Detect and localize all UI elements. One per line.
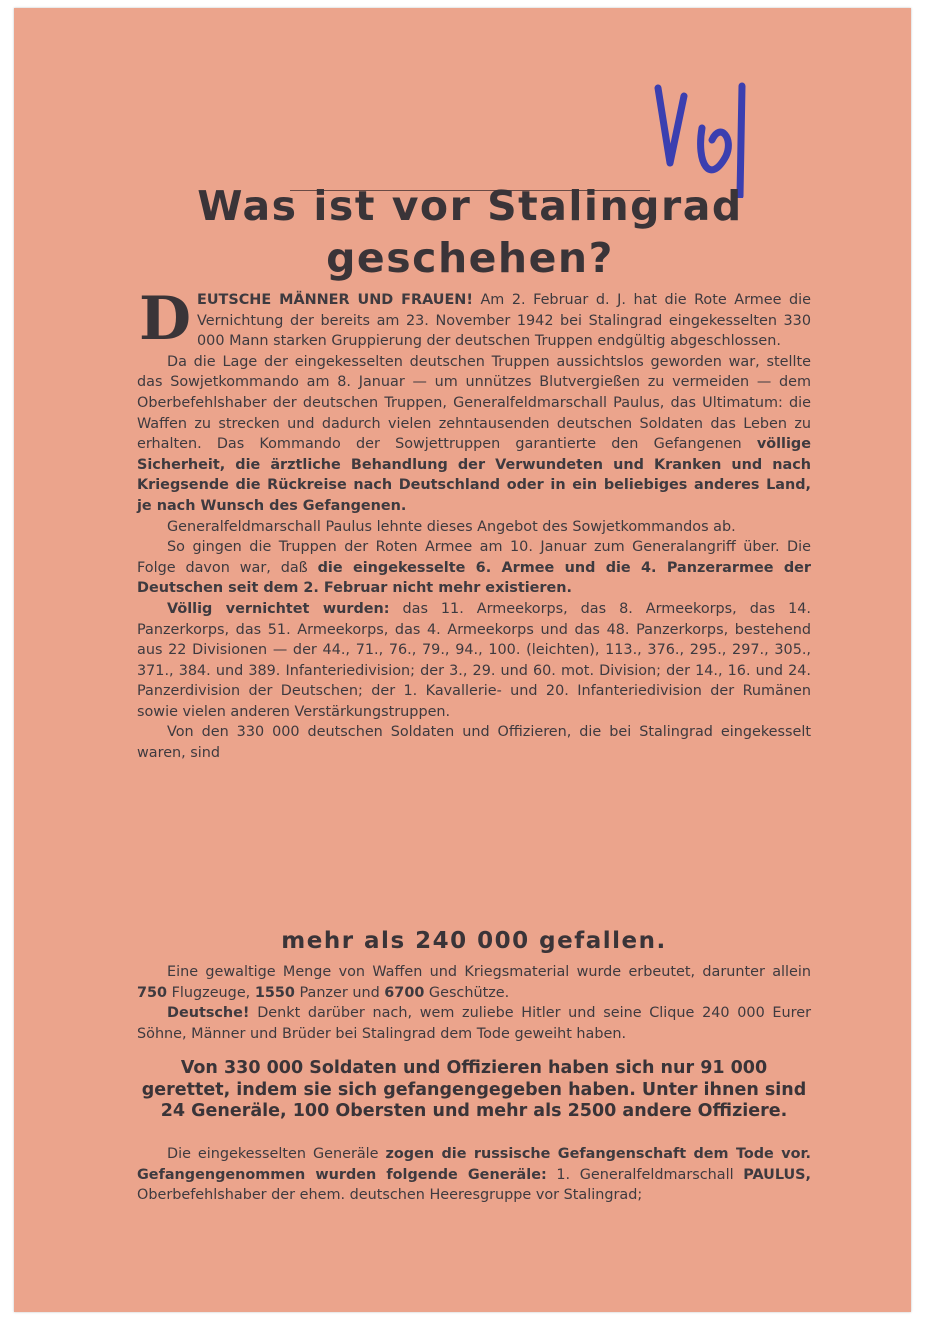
- paragraph-4: So gingen die Truppen der Roten Armee am 10. Januar zum Generalangriff über. Die Folge davon war, daß die eingekesselte 6. Armee und die 4. Panzerarmee der Deutschen seit dem 2. Februar nicht mehr existieren.: [137, 539, 811, 597]
- salutation: EUTSCHE MÄNNER UND FRAUEN!: [197, 292, 473, 308]
- paragraph-9: Die eingekesselten Generäle zogen die russische Gefangenschaft dem Tode vor. Gefangengenommen wurden folgende Generäle: 1. Generalfeldmarschall PAULUS, Oberbefehlshaber der ehem. deutschen Heeresgruppe vor Stalingrad;: [137, 1146, 811, 1204]
- paragraph-3: Generalfeldmarschall Paulus lehnte dieses Angebot des Sowjetkommandos ab.: [167, 518, 736, 535]
- handwritten-annotation: [648, 68, 768, 198]
- prisoner-highlight: Von 330 000 Soldaten und Offizieren haben sich nur 91 000 gerettet, indem sie sich gefangengegeben haben. Unter ihnen sind 24 Generäle, 100 Obersten und mehr als 2500 andere Offiziere.: [141, 1058, 807, 1121]
- drop-cap: D: [139, 284, 192, 354]
- headline-line-2: geschehen?: [326, 234, 614, 282]
- headline-line-1: Was ist vor Stalingrad: [197, 182, 743, 230]
- casualty-callout: mehr als 240 000 gefallen.: [281, 928, 667, 954]
- paragraph-5: Völlig vernichtet wurden: das 11. Armeekorps, das 8. Armeekorps, das 14. Panzerkorps, das 51. Armeekorps, das 4. Armeekorps und das 48. Panzerkorps, bestehend aus 22 Divisionen — der 44., 71., 76., 79., 94., 100. (leichten), 113., 376., 295., 297., 305., 371., 384. und 389. Infanteriedivision; der 3., 29. und 60. mot. Division; der 14., 16. und 24. Panzerdivision der Deutschen; der 1. Kavallerie- und 20. Infanteriedivision der Rumänen sowie vielen anderen Verstärkungstruppen.: [137, 600, 811, 720]
- paragraph-6: Von den 330 000 deutschen Soldaten und Offizieren, die bei Stalingrad eingekesselt waren, sind: [137, 724, 811, 762]
- paragraph-2: Da die Lage der eingekesselten deutschen Truppen aussichtslos geworden war, stellte das Sowjetkommando am 8. Januar — um unnützes Blutvergießen zu vermeiden — dem Oberbefehlshaber der deutschen Truppen, Generalfeldmarschall Paulus, das Ultimatum: die Waffen zu strecken und dadurch vielen zehntausenden deutschen Soldaten das Leben zu erhalten. Das Kommando der Sowjettruppen garantierte den Gefangenen völlige Sicherheit, die ärztliche Behandlung der Verwundeten und Kranken und nach Kriegsende die Rückreise nach Deutschland oder in ein beliebiges anderes Land, je nach Wunsch des Gefangenen.: [137, 353, 811, 514]
- paragraph-1: DEUTSCHE MÄNNER UND FRAUEN! Am 2. Februar d. J. hat die Rote Armee die Vernichtung der bereits am 23. November 1942 bei Stalingrad eingekesselten 330 000 Mann starken Gruppierung der deutschen Truppen endgültig abgeschlossen.: [139, 284, 811, 354]
- body-lower: [137, 1144, 811, 1206]
- leaflet-headline: [150, 180, 790, 284]
- paragraph-8: Deutsche! Denkt darüber nach, wem zuliebe Hitler und seine Clique 240 000 Eurer Söhne, Männer und Brüder bei Stalingrad dem Tode geweiht haben.: [137, 1005, 811, 1042]
- body-upper: [137, 284, 811, 764]
- paragraph-7: Eine gewaltige Menge von Waffen und Kriegsmaterial wurde erbeutet, darunter allein 750 Flugzeuge, 1550 Panzer und 6700 Geschütze.: [137, 964, 811, 1001]
- body-middle: [137, 962, 811, 1044]
